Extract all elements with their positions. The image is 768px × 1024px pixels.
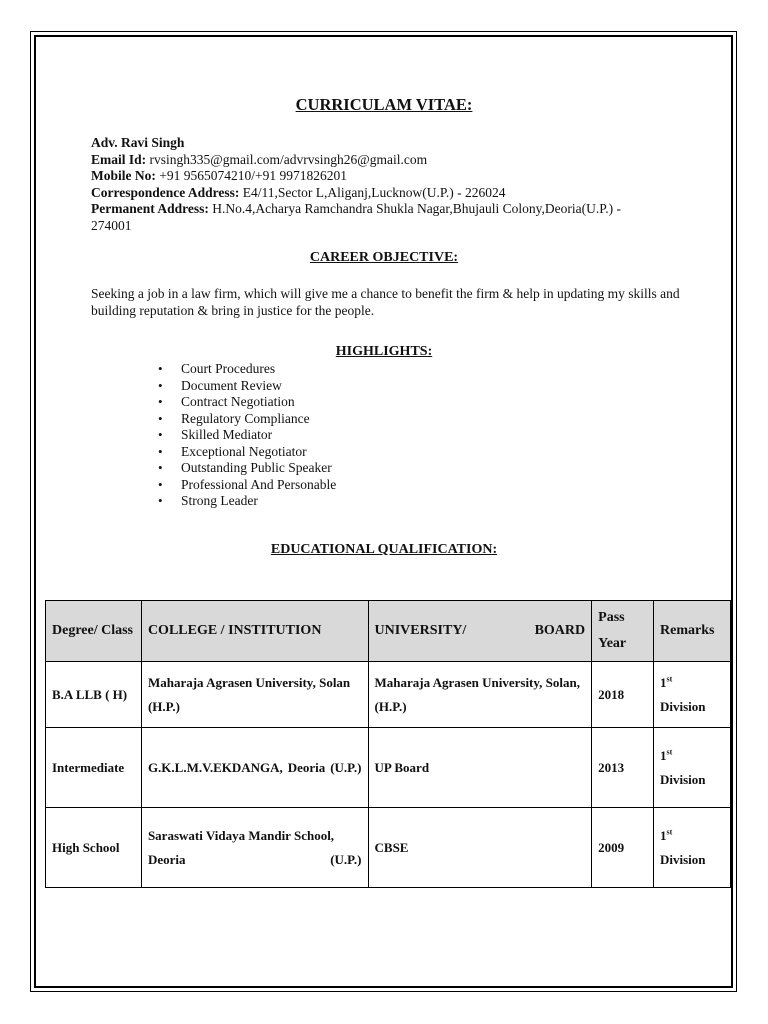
bullet-icon: • <box>158 476 163 492</box>
education-table-header <box>46 601 731 662</box>
table-row <box>46 662 731 728</box>
highlight-text: Skilled Mediator <box>181 427 273 442</box>
highlight-item <box>155 361 336 378</box>
university-cell: Maharaja Agrasen University, Solan, (H.P.) <box>368 662 592 728</box>
highlight-text: Exceptional Negotiator <box>181 443 307 459</box>
document-title: CURRICULAM VITAE: <box>295 95 473 114</box>
career-objective-text: Seeking a job in a law firm, which will give me a chance to benefit the firm & help in updating my skills and building reputation & bring in justice for the people. <box>91 286 680 318</box>
bullet-icon: • <box>158 361 163 376</box>
highlight-item <box>155 378 336 395</box>
contact-block <box>91 135 651 234</box>
highlight-item <box>155 493 336 510</box>
remarks-cell: 1st Division <box>654 808 731 888</box>
university-cell: UP Board <box>368 728 592 808</box>
highlight-item <box>155 460 336 477</box>
bullet-icon: • <box>158 443 163 459</box>
highlight-text: Document Review <box>181 377 282 393</box>
header-university <box>368 601 592 662</box>
year-cell: 2013 <box>592 728 654 808</box>
highlight-text: Professional And Personable <box>181 476 337 492</box>
highlight-item <box>155 477 336 494</box>
highlights-heading: HIGHLIGHTS: <box>335 344 433 359</box>
highlight-text: Regulatory Compliance <box>181 410 310 426</box>
highlight-text: Court Procedures <box>181 361 276 376</box>
year-cell: 2018 <box>592 662 654 728</box>
degree-cell: High School <box>46 808 142 888</box>
email-line: Email Id: rvsingh335@gmail.com/advrvsingh26@gmail.com <box>91 151 428 167</box>
permanent-address-line: Permanent Address: H.No.4,Acharya Ramchandra Shukla Nagar,Bhujauli Colony,Deoria(U.P.) - 274001 <box>91 201 621 233</box>
highlight-item <box>155 411 336 428</box>
mobile-line: Mobile No: +91 9565074210/+91 9971826201 <box>91 168 347 183</box>
header-degree: Degree/ Class <box>46 601 142 662</box>
degree-cell: Intermediate <box>46 728 142 808</box>
university-cell: CBSE <box>368 808 592 888</box>
education-table <box>45 600 731 888</box>
correspondence-address-line: Correspondence Address: E4/11,Sector L,Aliganj,Lucknow(U.P.) - 226024 <box>91 184 506 200</box>
highlight-item <box>155 394 336 411</box>
college-cell: Saraswati Vidaya Mandir School, Deoria (U.P.) <box>141 808 368 888</box>
bullet-icon: • <box>158 460 163 475</box>
candidate-name: Adv. Ravi Singh <box>91 135 185 150</box>
remarks-cell: 1st Division <box>654 662 731 728</box>
remarks-cell: 1st Division <box>654 728 731 808</box>
year-cell: 2009 <box>592 808 654 888</box>
highlight-text: Strong Leader <box>181 493 258 508</box>
college-cell: Maharaja Agrasen University, Solan (H.P.) <box>141 662 368 728</box>
highlight-text: Contract Negotiation <box>181 394 295 409</box>
highlight-text: Outstanding Public Speaker <box>181 460 332 475</box>
highlights-list <box>155 361 336 510</box>
header-board-label: BOARD <box>534 623 586 638</box>
highlight-item <box>155 444 336 461</box>
table-row <box>46 728 731 808</box>
header-remarks: Remarks <box>654 601 731 662</box>
header-college: COLLEGE / INSTITUTION <box>141 601 368 662</box>
education-heading: EDUCATIONAL QUALIFICATION: <box>270 542 498 557</box>
bullet-icon: • <box>158 410 163 426</box>
bullet-icon: • <box>158 377 163 393</box>
degree-cell: B.A LLB ( H) <box>46 662 142 728</box>
highlight-item <box>155 427 336 444</box>
header-pass-year: Pass Year <box>592 601 654 662</box>
bullet-icon: • <box>158 427 163 442</box>
table-row <box>46 808 731 888</box>
career-objective-heading: CAREER OBJECTIVE: <box>309 250 459 265</box>
bullet-icon: • <box>158 493 163 508</box>
bullet-icon: • <box>158 394 163 409</box>
header-university-label: UNIVERSITY/ <box>374 623 467 638</box>
college-cell: G.K.L.M.V.EKDANGA, Deoria (U.P.) <box>141 728 368 808</box>
